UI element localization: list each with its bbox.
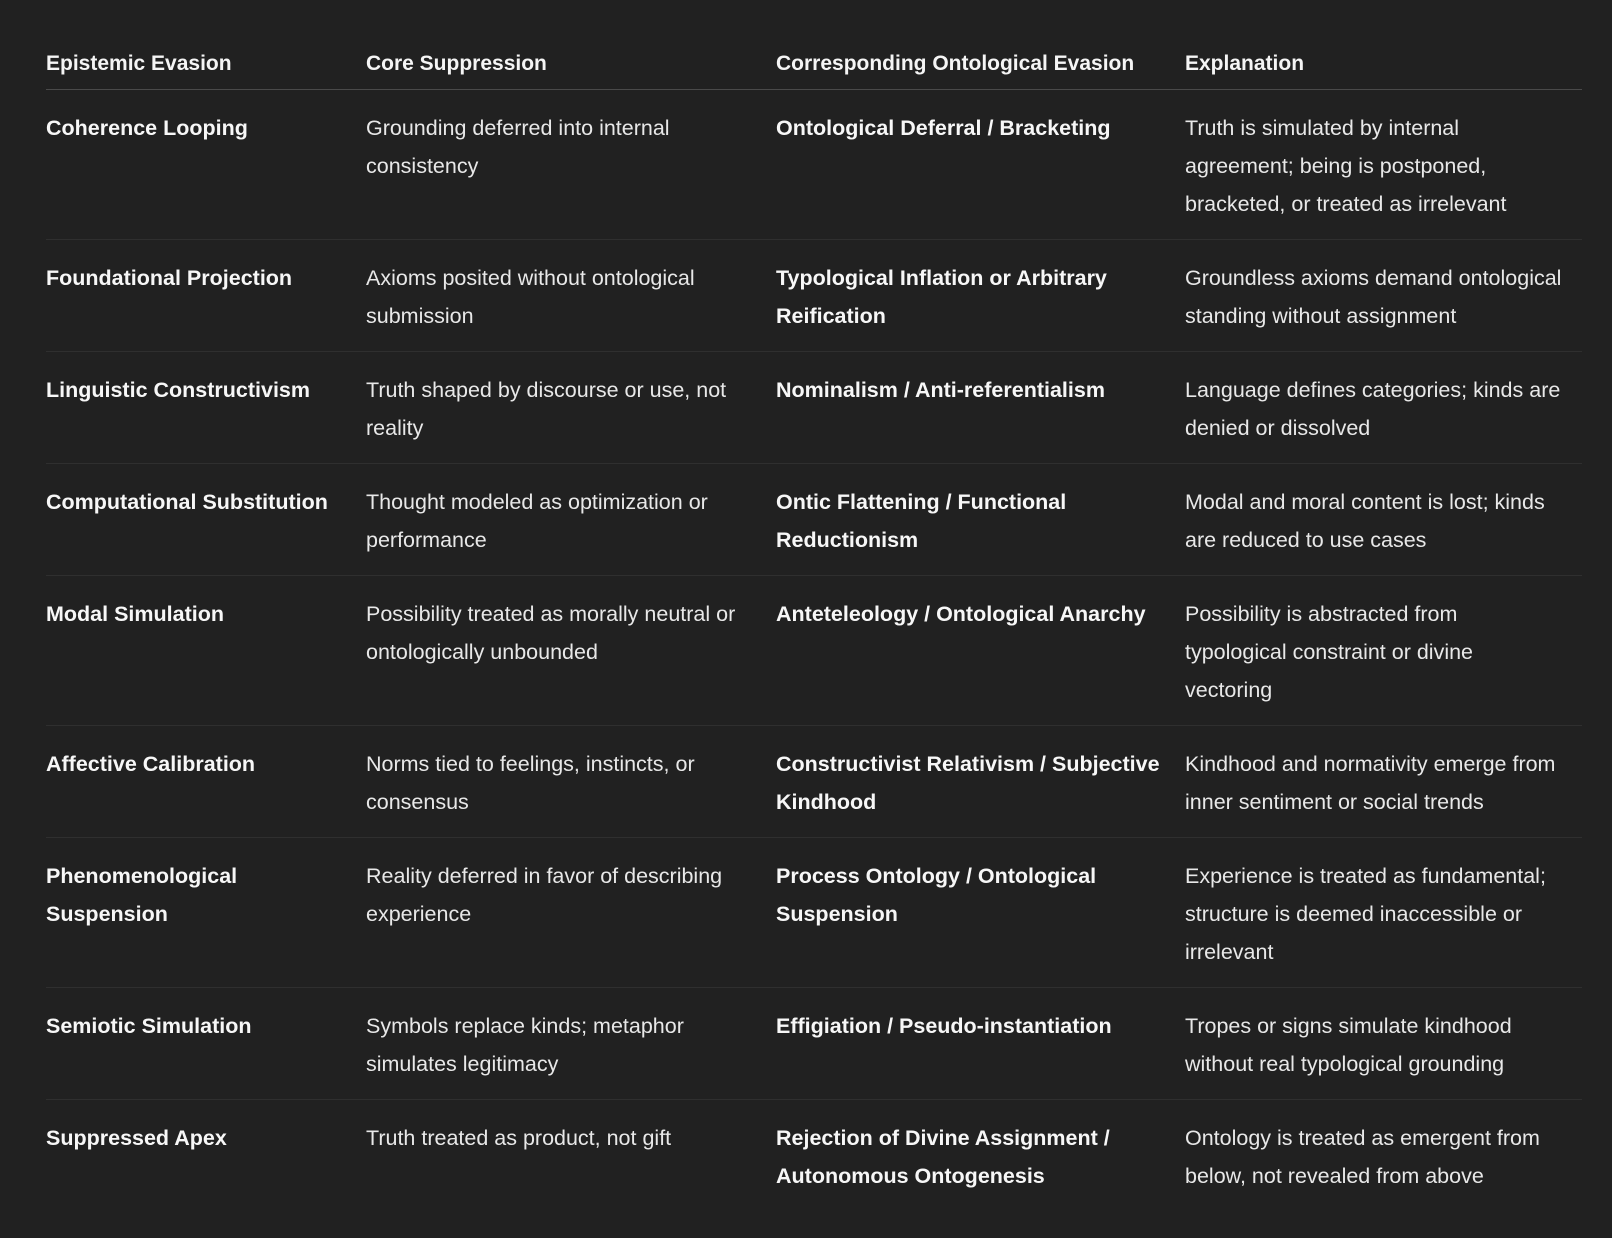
header-row (46, 0, 1582, 89)
cell-explanation: Ontology is treated as emergent from below, not revealed from above (1185, 1125, 1540, 1188)
cell-explanation: Language defines categories; kinds are denied or dissolved (1185, 351, 1582, 463)
cell-core-suppression: Axioms posited without ontological submission (366, 239, 776, 351)
table-body (46, 89, 1582, 1211)
table-row (46, 987, 1582, 1099)
table-row (46, 575, 1582, 725)
cell-epistemic-evasion: Coherence Looping (46, 89, 366, 239)
cell-epistemic-evasion: Modal Simulation (46, 575, 366, 725)
cell-explanation: Kindhood and normativity emerge from inner sentiment or social trends (1185, 725, 1582, 837)
cell-epistemic-evasion: Linguistic Constructivism (46, 351, 366, 463)
cell-ontological-evasion: Anteteleology / Ontological Anarchy (776, 575, 1185, 725)
cell-core-suppression: Truth treated as product, not gift (366, 1125, 672, 1150)
evasion-table (46, 0, 1582, 1211)
table-header (46, 0, 1582, 89)
table-row (46, 351, 1582, 463)
cell-ontological-evasion: Effigiation / Pseudo-instantiation (776, 987, 1185, 1099)
cell-ontological-evasion: Ontological Deferral / Bracketing (776, 89, 1185, 239)
cell-core-suppression: Grounding deferred into internal consistency (366, 89, 776, 239)
cell-core-suppression: Norms tied to feelings, instincts, or consensus (366, 725, 776, 837)
cell-explanation: Experience is treated as fundamental; structure is deemed inaccessible or irrelevant (1185, 837, 1582, 987)
header-epistemic-evasion: Epistemic Evasion (46, 0, 366, 89)
table-row (46, 1099, 1582, 1211)
cell-epistemic-evasion: Computational Substitution (46, 463, 366, 575)
cell-explanation: Tropes or signs simulate kindhood without real typological grounding (1185, 987, 1582, 1099)
table-row (46, 239, 1582, 351)
cell-epistemic-evasion: Foundational Projection (46, 239, 366, 351)
cell-core-suppression: Reality deferred in favor of describing experience (366, 837, 776, 987)
cell-epistemic-evasion: Phenomenological Suspension (46, 837, 366, 987)
cell-epistemic-evasion: Suppressed Apex (46, 1125, 227, 1150)
cell-explanation: Possibility is abstracted from typological constraint or divine vectoring (1185, 575, 1582, 725)
evasion-table-container (46, 0, 1582, 1211)
table-row (46, 725, 1582, 837)
cell-epistemic-evasion: Semiotic Simulation (46, 987, 366, 1099)
cell-explanation: Groundless axioms demand ontological standing without assignment (1185, 239, 1582, 351)
table-row (46, 463, 1582, 575)
cell-ontological-evasion: Process Ontology / Ontological Suspension (776, 837, 1185, 987)
cell-core-suppression: Symbols replace kinds; metaphor simulates legitimacy (366, 987, 776, 1099)
table-row (46, 89, 1582, 239)
cell-core-suppression: Truth shaped by discourse or use, not reality (366, 351, 776, 463)
cell-epistemic-evasion: Affective Calibration (46, 725, 366, 837)
cell-explanation: Truth is simulated by internal agreement; being is postponed, bracketed, or treated as irrelevant (1185, 89, 1582, 239)
cell-ontological-evasion: Rejection of Divine Assignment / Autonomous Ontogenesis (776, 1125, 1110, 1188)
cell-ontological-evasion: Constructivist Relativism / Subjective Kindhood (776, 725, 1185, 837)
header-ontological-evasion: Corresponding Ontological Evasion (776, 0, 1185, 89)
cell-ontological-evasion: Typological Inflation or Arbitrary Reification (776, 239, 1185, 351)
cell-ontological-evasion: Nominalism / Anti-referentialism (776, 351, 1185, 463)
table-row (46, 837, 1582, 987)
cell-ontological-evasion: Ontic Flattening / Functional Reductionism (776, 463, 1185, 575)
header-core-suppression: Core Suppression (366, 0, 776, 89)
cell-core-suppression: Possibility treated as morally neutral or ontologically unbounded (366, 575, 776, 725)
header-explanation: Explanation (1185, 0, 1582, 89)
cell-explanation: Modal and moral content is lost; kinds are reduced to use cases (1185, 463, 1582, 575)
cell-core-suppression: Thought modeled as optimization or performance (366, 463, 776, 575)
